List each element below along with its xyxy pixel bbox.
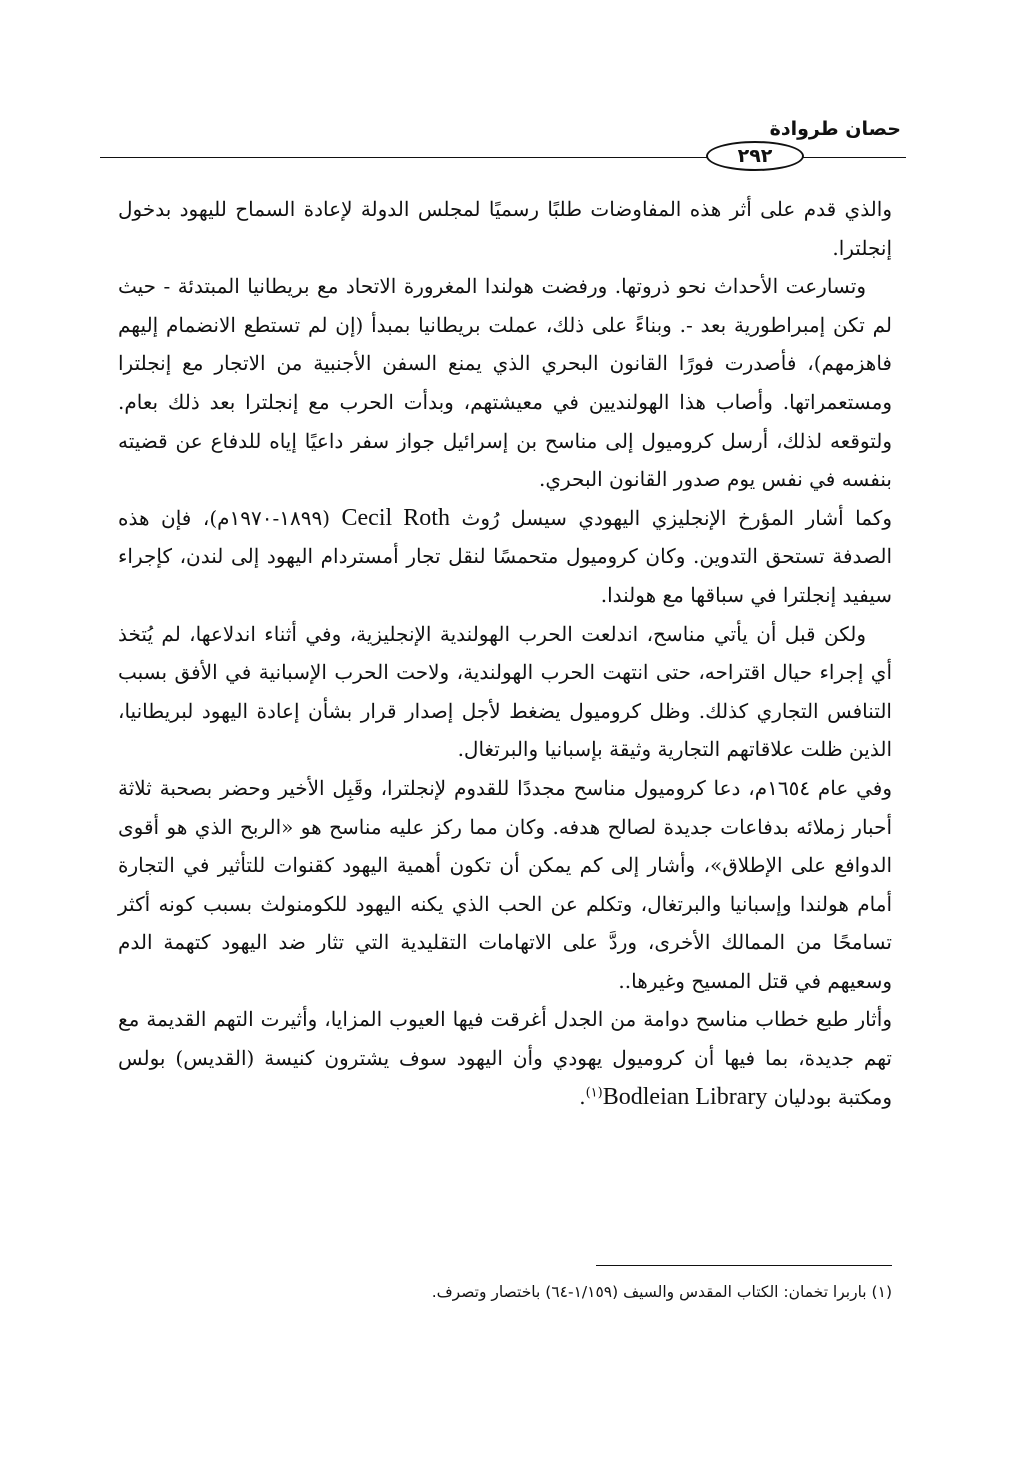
footnote-reference[interactable]: (١) — [585, 1085, 603, 1100]
paragraph-3: ولكن قبل أن يأتي مناسح، اندلعت الحرب الهولندية الإنجليزية، وفي أثناء اندلاعها، لم يُتخذ أي إجراء حيال اقتراحه، حتى انتهت الحرب الهولندية، ولاحت الحرب الإسبانية في الأفق بسبب التنافس التجاري كذلك. وظل كروميول يضغط لأجل إصدار قرار بشأن إعادة اليهود لبريطانيا، الذين ظلت علاقاتهم التجارية وثيقة بإسبانيا والبرتغال. — [118, 621, 892, 762]
last-text-after: . — [579, 1084, 586, 1109]
footnote-rule — [596, 1265, 892, 1266]
paragraph-2: وتسارعت الأحداث نحو ذروتها. ورفضت هولندا المغرورة الاتحاد مع بريطانيا المبتدئة - حيث لم تكن إمبراطورية بعد -. وبناءً على ذلك، عملت بريطانيا بمبدأ (إن لم تستطع الانضمام إليهم فاهزمهم)، فأصدرت فورًا القانون البحري الذي يمنع السفن الأجنبية من الاتجار مع إنجلترا ومستعمراتها. وأصاب هذا الهولنديين في معيشتهم، وبدأت الحرب مع إنجلترا بعد ذلك بعام. ولتوقعه لذلك، أرسل كروميول إلى مناسح بن إسرائيل جواز سفر داعيًا إياه للدفاع عن قضيته بنفسه في نفس يوم صدور القانون البحري. — [118, 274, 892, 492]
paragraph-4: وفي عام ١٦٥٤م، دعا كروميول مناسح مجددًا للقدوم لإنجلترا، وقَبِل الأخير وحضر بصحبة ثلاثة أحبار زملائه بدفاعات جديدة لصالح هدفه. وكان مما ركز عليه مناسح هو «الربح الذي هو أقوى الدوافع على الإطلاق»، وأشار إلى كم يمكن أن تكون أهمية اليهود كقنوات للتأثير في التجارة أمام هولندا وإسبانيا والبرتغال، وتكلم عن الحب الذي يكنه اليهود للكومنولث بسبب كونه أكثر تسامحًا من الممالك الأخرى، وردَّ على الاتهامات التقليدية التي تثار ضد اليهود كتهمة الدم وسعيهم في قتل المسيح وغيرها.. — [118, 775, 892, 993]
roth-text-after: (١٨٩٩-١٩٧٠م)، فإن هذه الصدفة تستحق التدوين. وكان كروميول متحمسًا لنقل تجار أمستردام اليهود إلى لندن، كإجراء سيفيد إنجلترا في سباقها مع هولندا. — [118, 505, 892, 607]
paragraph-1: والذي قدم على أثر هذه المفاوضات طلبًا رسميًا لمجلس الدولة لإعادة السماح لليهود بدخول إنجلترا. — [118, 197, 892, 260]
page-number-badge: ٢٩٢ — [706, 141, 804, 171]
footnote: (١) باربرا تخمان: الكتاب المقدس والسيف (١/١٥٩-٦٤) باختصار وتصرف. — [431, 1283, 892, 1301]
last-text-before: وأثار طبع خطاب مناسح دوامة من الجدل أغرقت فيها العيوب المزايا، وأثيرت التهم القديمة مع تهم جديدة، بما فيها أن كروميول يهودي وأن اليهود سوف يشترون كنيسة (القديس) بولس ومكتبة بودليان — [118, 1007, 892, 1109]
roth-text-before: وكما أشار المؤرخ الإنجليزي اليهودي سيسل رُوث — [461, 505, 892, 530]
last-latin-name: Bodleian Library — [602, 1083, 768, 1110]
paragraph-roth — [118, 499, 892, 615]
roth-latin-name: Cecil Roth — [341, 504, 450, 531]
paragraph-last — [118, 1000, 892, 1116]
running-title: حصان طروادة — [769, 118, 901, 140]
body-text — [118, 190, 892, 1116]
